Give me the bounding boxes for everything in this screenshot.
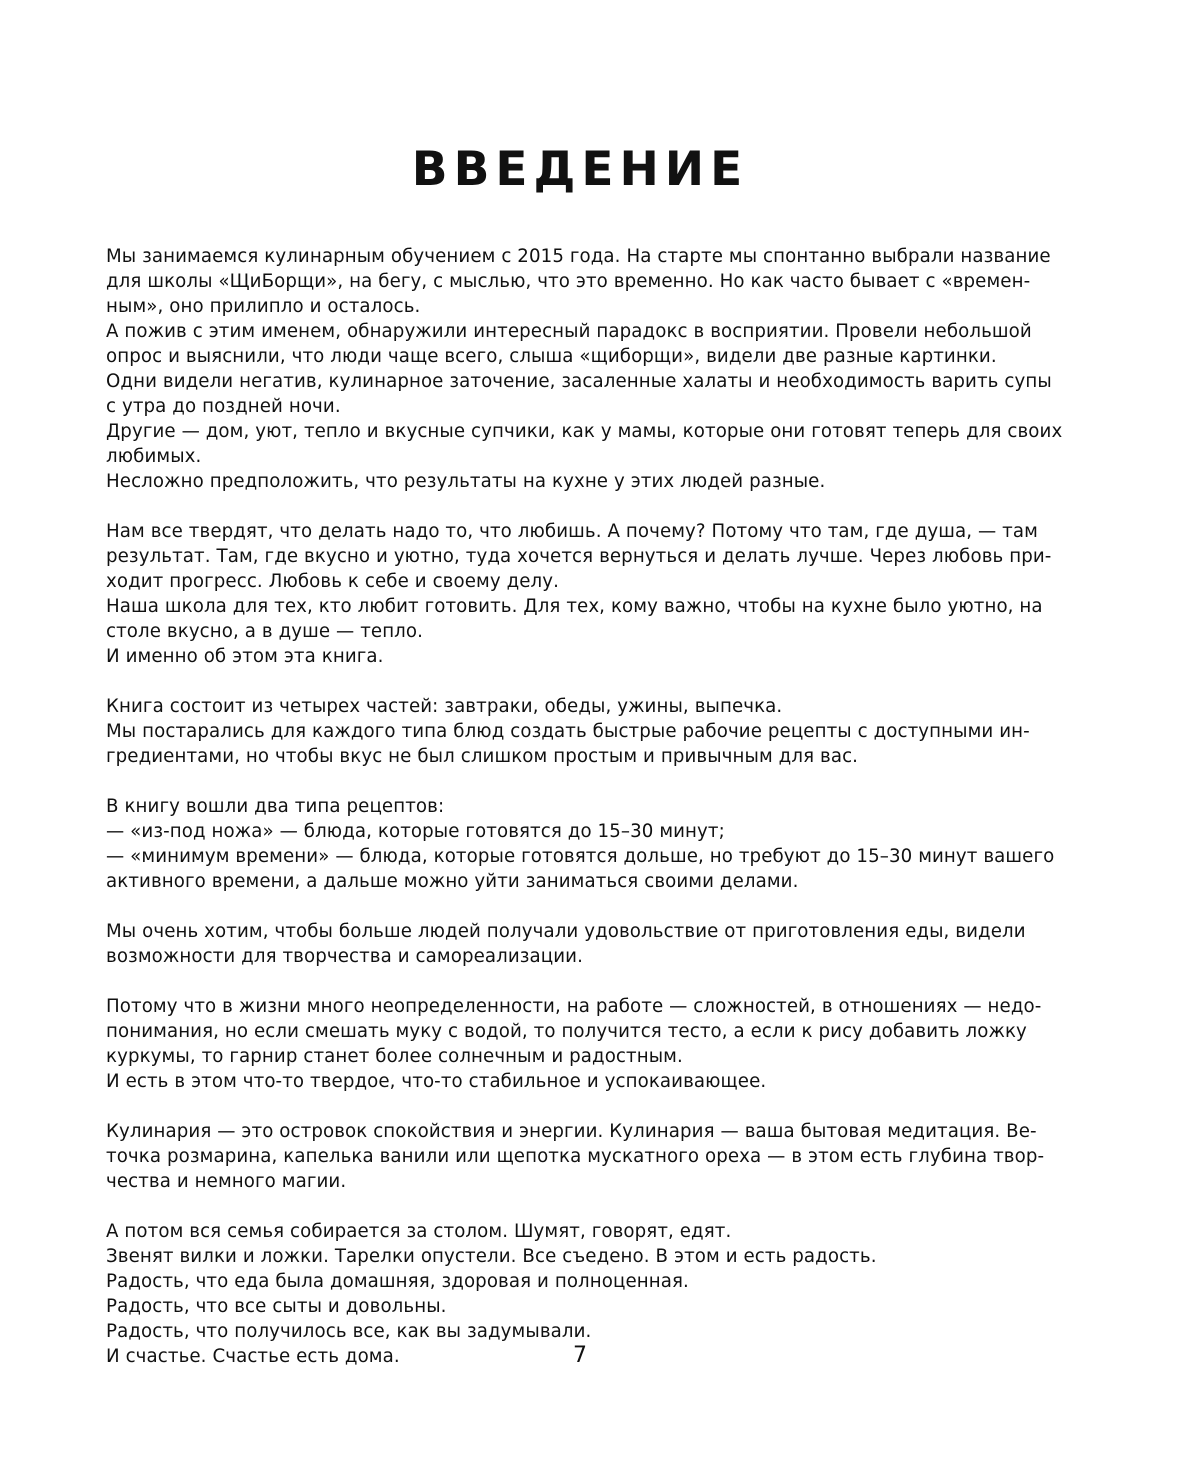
text-line: Радость, что все сыты и довольны. <box>106 1296 447 1317</box>
text-line: ным», оно прилипло и осталось. <box>106 296 421 317</box>
text-line: понимания, но если смешать муку с водой, то получится тесто, а если к рису добавить ложку <box>106 1021 1027 1042</box>
text-line: Мы занимаемся кулинарным обучением с 2015 года. На старте мы спонтанно выбрали название <box>106 246 1051 267</box>
paragraph-7 <box>106 1119 1066 1194</box>
text-line: Одни видели негатив, кулинарное заточение, засаленные халаты и необходимость варить супы <box>106 371 1052 392</box>
text-line: — «минимум времени» — блюда, которые готовятся дольше, но требуют до 15–30 минут вашего <box>106 846 1055 867</box>
text-line: Другие — дом, уют, тепло и вкусные супчики, как у мамы, которые они готовят теперь для своих <box>106 421 1063 442</box>
text-line: Книга состоит из четырех частей: завтраки, обеды, ужины, выпечка. <box>106 696 783 717</box>
text-line: с утра до поздней ночи. <box>106 396 341 417</box>
text-line: для школы «ЩиБорщи», на бегу, с мыслью, что это временно. Но как часто бывает с «времен- <box>106 271 1031 292</box>
text-line: Кулинария — это островок спокойствия и энергии. Кулинария — ваша бытовая медитация. Ве- <box>106 1121 1037 1142</box>
text-line: Мы постарались для каждого типа блюд создать быстрые рабочие рецепты с доступными ин- <box>106 721 1030 742</box>
text-line: активного времени, а дальше можно уйти заниматься своими делами. <box>106 871 799 892</box>
text-line: Радость, что получилось все, как вы задумывали. <box>106 1321 592 1342</box>
paragraph-4 <box>106 794 1066 894</box>
text-line: Несложно предположить, что результаты на кухне у этих людей разные. <box>106 471 826 492</box>
text-line: — «из-под ножа» — блюда, которые готовятся до 15–30 минут; <box>106 821 725 842</box>
page-title: ВВЕДЕНИЕ <box>411 142 749 197</box>
paragraph-2 <box>106 519 1066 669</box>
text-line: куркумы, то гарнир станет более солнечным и радостным. <box>106 1046 683 1067</box>
text-line: Радость, что еда была домашняя, здоровая и полноценная. <box>106 1271 689 1292</box>
text-line: Мы очень хотим, чтобы больше людей получали удовольствие от приготовления еды, видели <box>106 921 1026 942</box>
paragraph-6 <box>106 994 1066 1094</box>
paragraph-1 <box>106 244 1066 494</box>
text-line: результат. Там, где вкусно и уютно, туда хочется вернуться и делать лучше. Через любовь при- <box>106 546 1052 567</box>
text-line: Звенят вилки и ложки. Тарелки опустели. Все съедено. В этом и есть радость. <box>106 1246 877 1267</box>
paragraph-5 <box>106 919 1066 969</box>
text-line: Нам все твердят, что делать надо то, что любишь. А почему? Потому что там, где душа, — там <box>106 521 1038 542</box>
text-line: столе вкусно, а в душе — тепло. <box>106 621 424 642</box>
text-line: И именно об этом эта книга. <box>106 646 384 667</box>
text-line: возможности для творчества и самореализации. <box>106 946 583 967</box>
text-line: ходит прогресс. Любовь к себе и своему делу. <box>106 571 560 592</box>
text-line: И счастье. Счастье есть дома. <box>106 1346 400 1367</box>
text-line: любимых. <box>106 446 202 467</box>
text-line: А потом вся семья собирается за столом. Шумят, говорят, едят. <box>106 1221 732 1242</box>
text-line: опрос и выяснили, что люди чаще всего, слыша «щиборщи», видели две разные картинки. <box>106 346 997 367</box>
page-number: 7 <box>573 1343 587 1368</box>
text-line: Наша школа для тех, кто любит готовить. Для тех, кому важно, чтобы на кухне было уютно, на <box>106 596 1043 617</box>
paragraph-3 <box>106 694 1066 769</box>
text-line: точка розмарина, капелька ванили или щепотка мускатного ореха — в этом есть глубина твор- <box>106 1146 1045 1167</box>
text-line: Потому что в жизни много неопределенности, на работе — сложностей, в отношениях — недо- <box>106 996 1042 1017</box>
text-line: А пожив с этим именем, обнаружили интересный парадокс в восприятии. Провели небольшой <box>106 321 1032 342</box>
text-line: И есть в этом что-то твердое, что-то стабильное и успокаивающее. <box>106 1071 767 1092</box>
text-line: гредиентами, но чтобы вкус не был слишком простым и привычным для вас. <box>106 746 859 767</box>
text-line: В книгу вошли два типа рецептов: <box>106 796 445 817</box>
text-line: чества и немного магии. <box>106 1171 347 1192</box>
introduction-text <box>106 244 1066 1394</box>
